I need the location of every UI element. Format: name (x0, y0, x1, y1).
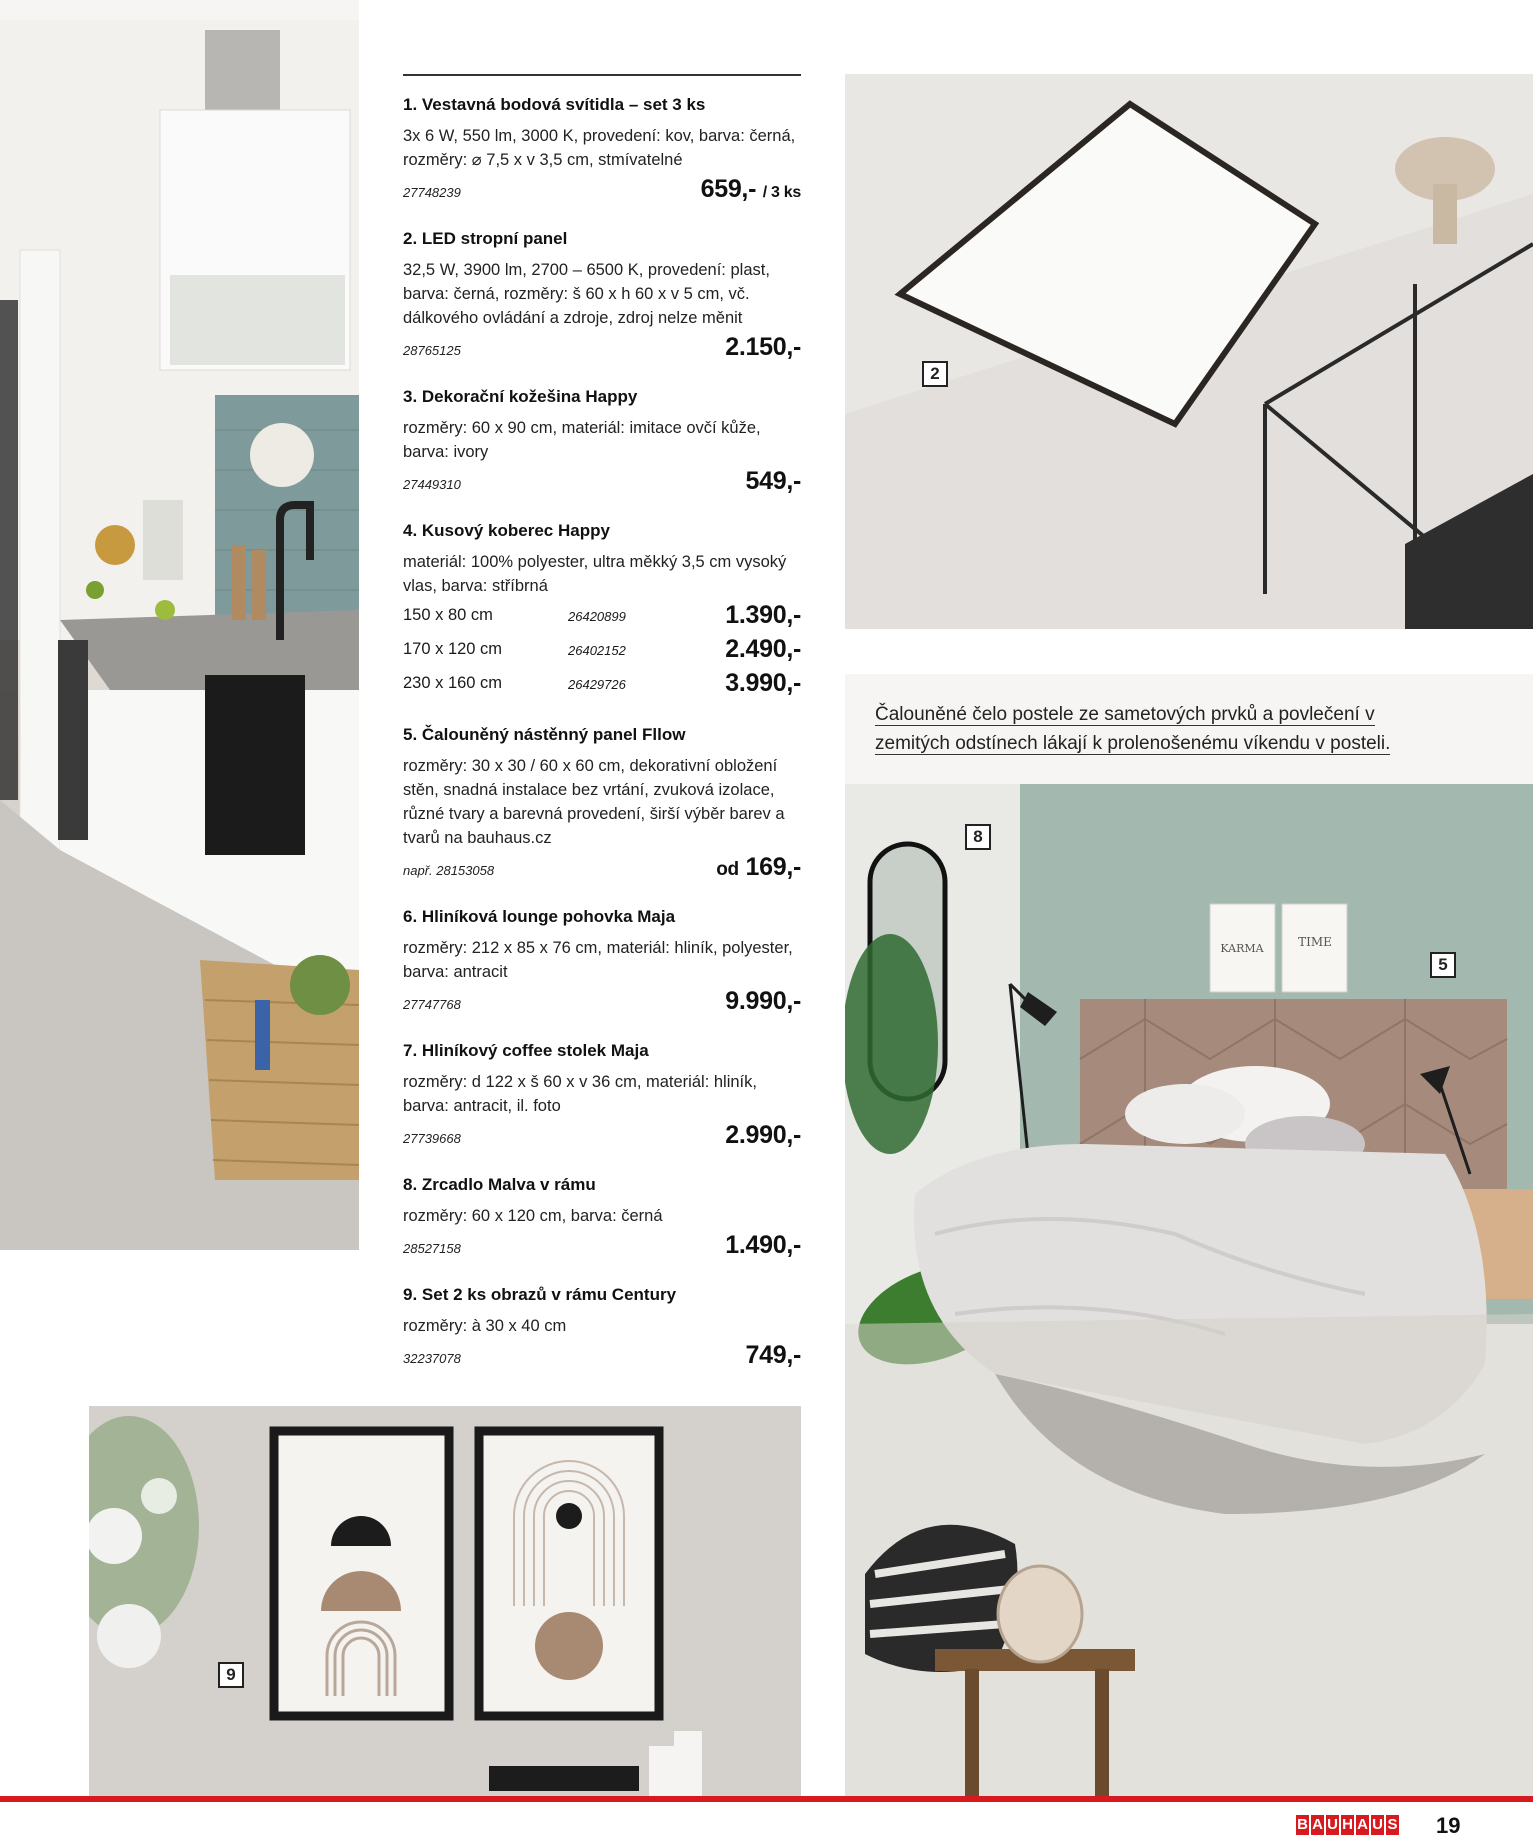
logo-letter: H (1342, 1816, 1353, 1833)
product-code: 27449310 (403, 477, 461, 492)
price-value: 169,- (745, 853, 801, 881)
price-row (403, 1340, 801, 1370)
product-item (403, 228, 801, 362)
kitchen-photo (0, 0, 359, 1250)
product-title: 2. LED stropní panel (403, 229, 568, 248)
variant-size: 230 x 160 cm (403, 674, 503, 692)
product-description: rozměry: 60 x 120 cm, barva: černá (403, 1207, 663, 1225)
product-price: 2.990,- (725, 1121, 801, 1149)
poster-time-text: TIME (1298, 935, 1332, 949)
product-price: 2.150,- (725, 333, 801, 361)
logo-letter: U (1327, 1816, 1338, 1833)
ceiling-panel-photo (845, 74, 1533, 629)
top-rule (403, 74, 801, 76)
price-row (403, 986, 801, 1016)
product-price (716, 853, 801, 882)
photo-tag-9: 9 (218, 1662, 244, 1688)
bedroom-caption-text: Čalouněné čelo postele ze sametových prvků a povlečení v zemitých odstínech lákají k prolenošenému víkendu v posteli. (875, 704, 1391, 754)
bauhaus-logo (1296, 1815, 1399, 1835)
product-title: 4. Kusový koberec Happy (403, 521, 610, 540)
price-prefix: od (716, 859, 739, 880)
product-description: rozměry: 212 x 85 x 76 cm, materiál: hliník, polyester, barva: antracit (403, 939, 793, 981)
photo-tag-8: 8 (965, 824, 991, 850)
product-title: 5. Čalouněný nástěnný panel Fllow (403, 725, 686, 744)
product-price: 9.990,- (725, 987, 801, 1015)
product-item (403, 906, 801, 1016)
variant-price: 1.390,- (725, 601, 801, 629)
product-item (403, 520, 801, 700)
product-description: rozměry: à 30 x 40 cm (403, 1317, 567, 1335)
product-code: 28527158 (403, 1241, 461, 1256)
product-code: např. 28153058 (403, 863, 495, 878)
product-price: 549,- (745, 467, 801, 495)
bedroom-photo (845, 674, 1533, 1796)
price-row (403, 852, 801, 882)
page-number: 19 (1436, 1813, 1461, 1838)
variant-row (403, 632, 801, 666)
product-title: 8. Zrcadlo Malva v rámu (403, 1175, 596, 1194)
price-row (403, 466, 801, 496)
variant-size: 150 x 80 cm (403, 606, 493, 624)
variant-code: 26402152 (568, 643, 626, 658)
price-row (403, 174, 801, 204)
product-code: 28765125 (403, 343, 461, 358)
variant-size: 170 x 120 cm (403, 640, 503, 658)
variant-row (403, 666, 801, 700)
product-description: 3x 6 W, 550 lm, 3000 K, provedení: kov, barva: černá, rozměry: ⌀ 7,5 x v 3,5 cm, stmívatelné (403, 127, 796, 169)
logo-letter: A (1357, 1816, 1368, 1833)
price-row (403, 332, 801, 362)
product-price (701, 175, 801, 204)
product-code: 27739668 (403, 1131, 461, 1146)
bedroom-caption (875, 700, 1435, 758)
product-title: 7. Hliníkový coffee stolek Maja (403, 1041, 649, 1060)
product-item (403, 94, 801, 204)
variant-row (403, 598, 801, 632)
product-item (403, 1284, 801, 1370)
variant-price: 3.990,- (725, 669, 801, 697)
price-row (403, 1120, 801, 1150)
variant-code: 26420899 (568, 609, 626, 624)
product-price: 749,- (745, 1341, 801, 1369)
photo-tag-5: 5 (1430, 952, 1456, 978)
product-title: 6. Hliníková lounge pohovka Maja (403, 907, 676, 926)
price-suffix: / 3 ks (762, 184, 801, 201)
product-code: 27748239 (403, 185, 461, 200)
logo-letter: S (1387, 1816, 1398, 1833)
product-description: rozměry: 60 x 90 cm, materiál: imitace ovčí kůže, barva: ivory (403, 419, 761, 461)
price-row (403, 1230, 801, 1260)
product-title: 1. Vestavná bodová svítidla – set 3 ks (403, 95, 706, 114)
product-code: 32237078 (403, 1351, 461, 1366)
variant-code: 26429726 (568, 677, 626, 692)
product-item (403, 1040, 801, 1150)
logo-letter: B (1297, 1816, 1308, 1833)
product-item (403, 724, 801, 882)
product-code: 27747768 (403, 997, 461, 1012)
variant-price: 2.490,- (725, 635, 801, 663)
price-value: 659,- (700, 175, 757, 203)
logo-letter: A (1312, 1816, 1323, 1833)
product-item (403, 1174, 801, 1260)
poster-karma-text: KARMA (1220, 942, 1264, 955)
product-price: 1.490,- (725, 1231, 801, 1259)
logo-letter: U (1372, 1816, 1383, 1833)
product-description: 32,5 W, 3900 lm, 2700 – 6500 K, provedení: plast, barva: černá, rozměry: š 60 x h 60 x v 5 cm, vč. dálkového ovládání a zdroje, zdroj nelze měnit (403, 261, 770, 327)
product-list (403, 74, 801, 1394)
product-item (403, 386, 801, 496)
footer-red-line (0, 1796, 1533, 1802)
product-description: materiál: 100% polyester, ultra měkký 3,5 cm vysoký vlas, barva: stříbrná (403, 553, 787, 595)
framed-pictures-photo (89, 1406, 801, 1796)
product-description: rozměry: d 122 x š 60 x v 36 cm, materiál: hliník, barva: antracit, il. foto (403, 1073, 757, 1115)
photo-tag-2: 2 (922, 361, 948, 387)
product-title: 9. Set 2 ks obrazů v rámu Century (403, 1285, 677, 1304)
product-title: 3. Dekorační kožešina Happy (403, 387, 638, 406)
product-description: rozměry: 30 x 30 / 60 x 60 cm, dekorativní obložení stěn, snadná instalace bez vrtání, zvuková izolace, různé tvary a barevná provedení, širší výběr barev a tvarů na bauhaus.cz (403, 757, 785, 847)
